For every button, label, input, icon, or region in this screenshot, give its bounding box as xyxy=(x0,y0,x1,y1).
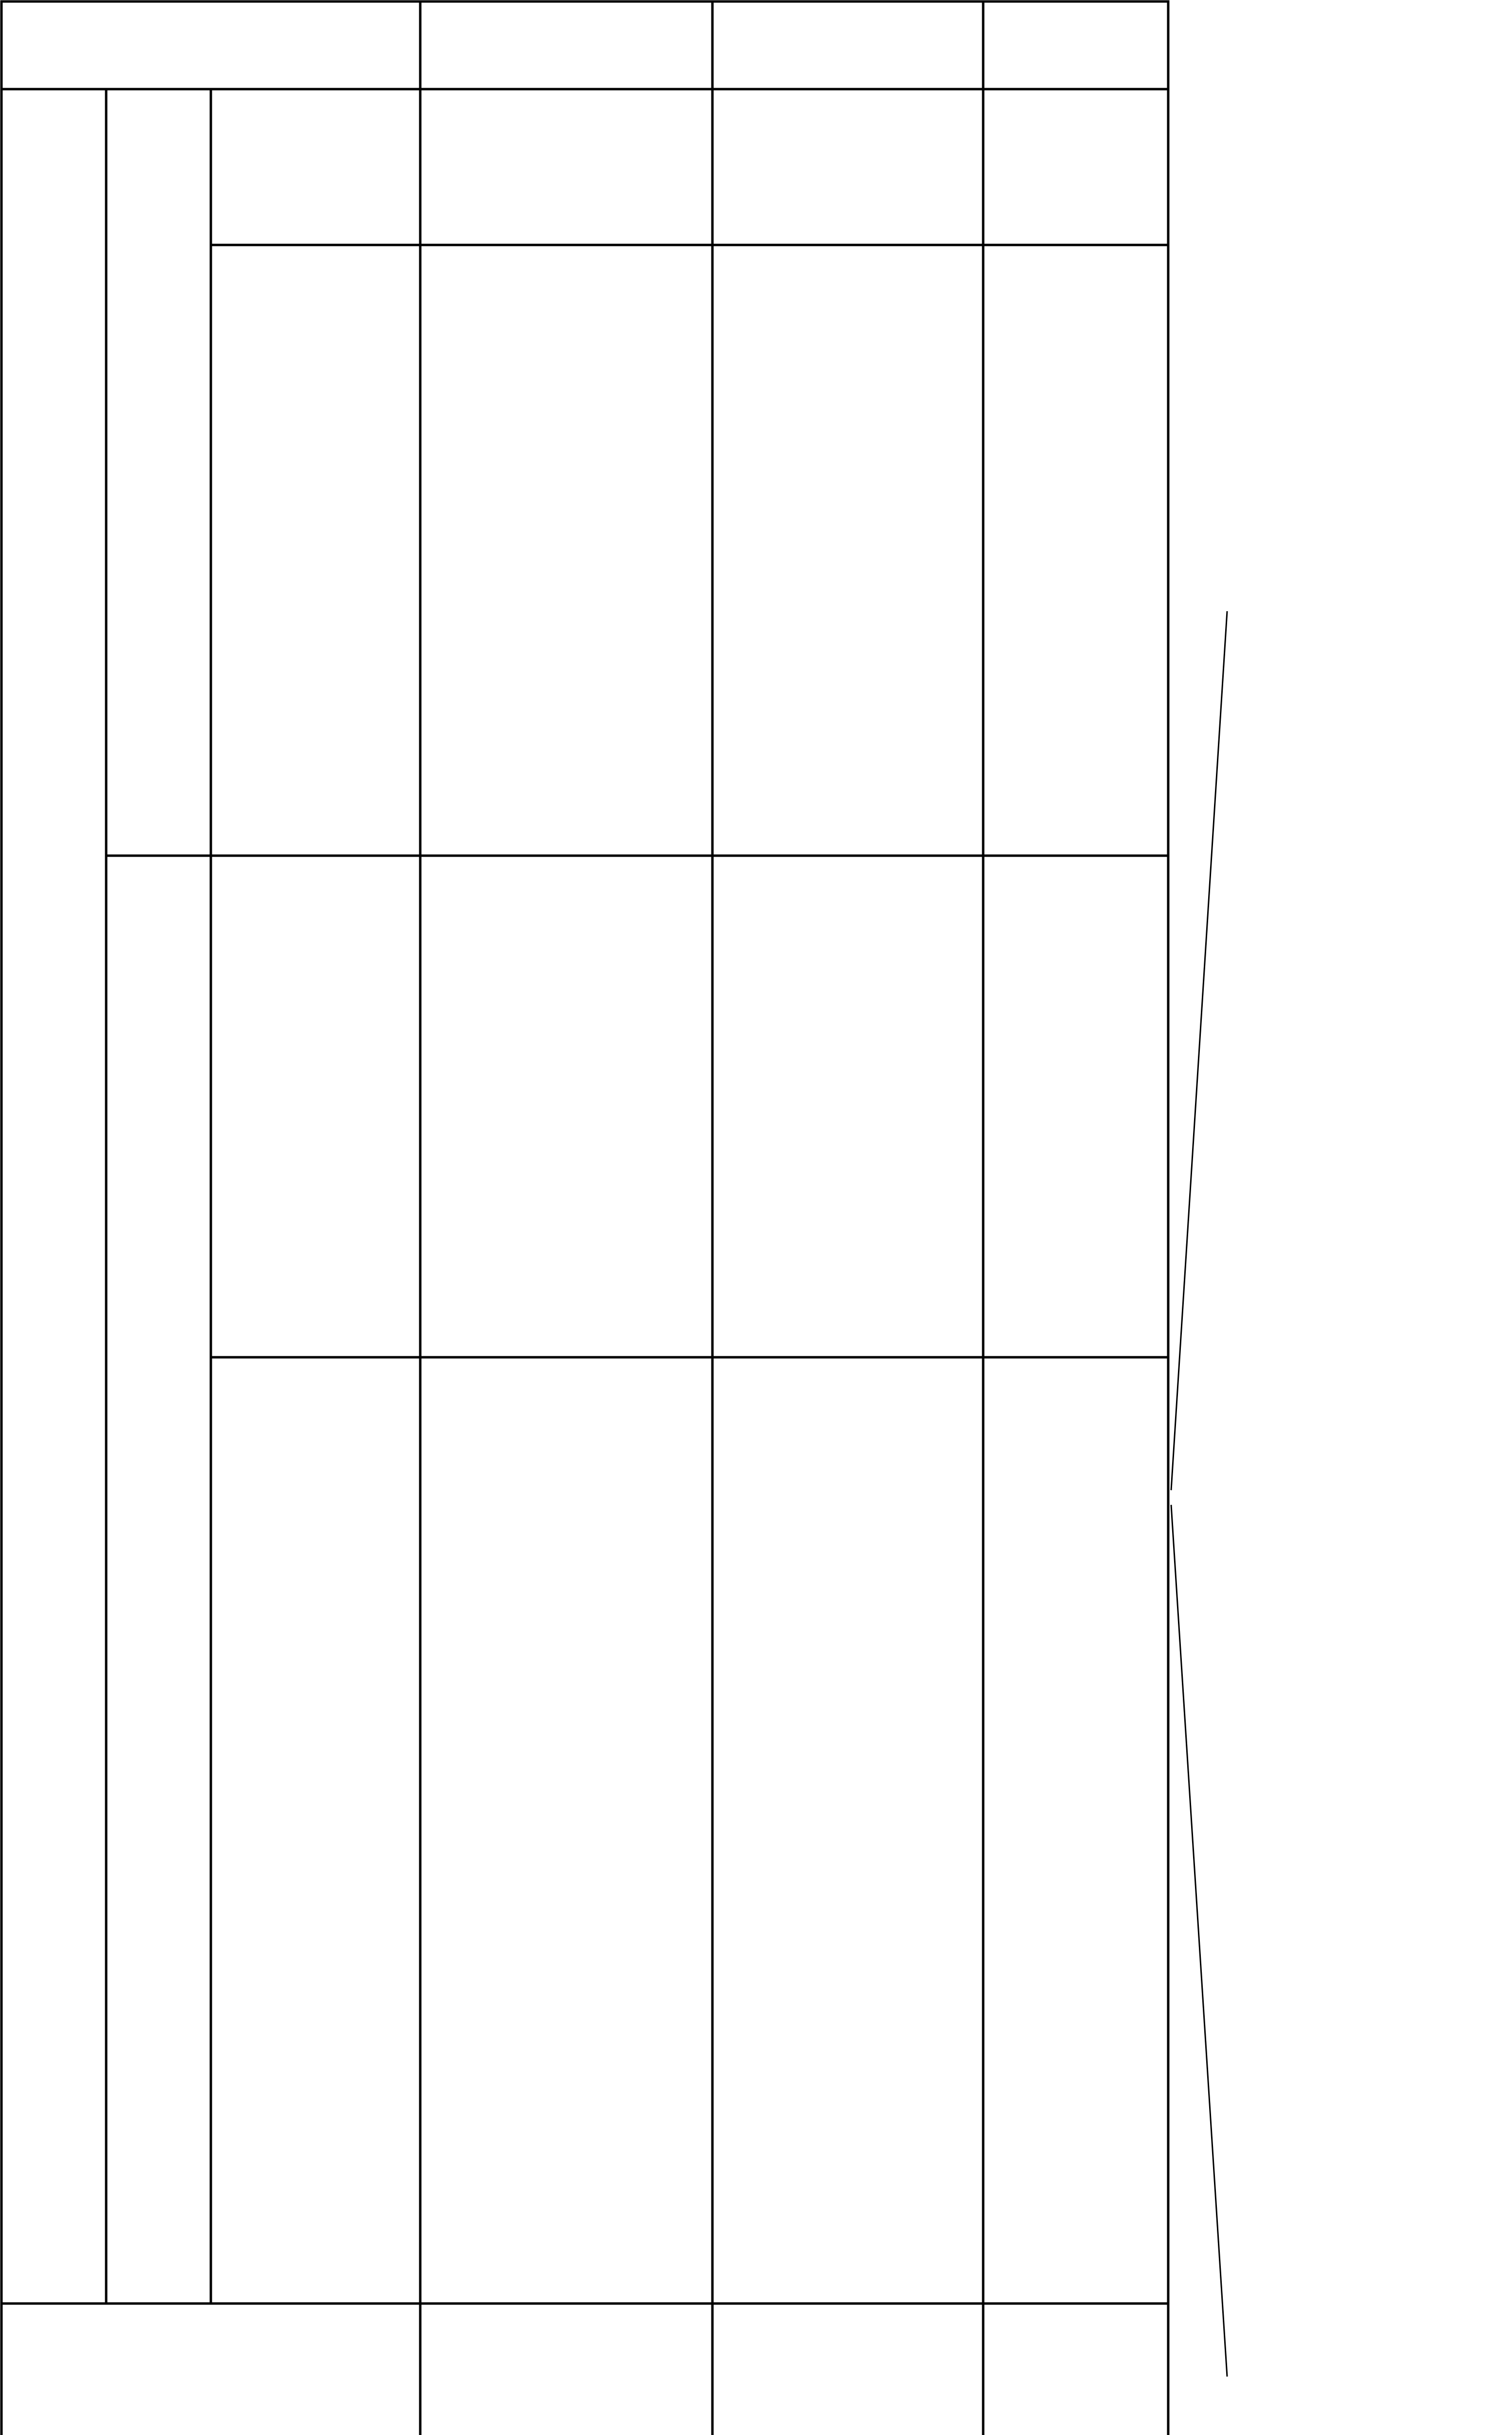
seam-detail xyxy=(1171,611,1227,2377)
detail-connector-top xyxy=(1171,611,1227,1490)
table-border xyxy=(1,1,1168,2435)
detail-connector-bottom xyxy=(1171,1505,1227,2377)
table-grid xyxy=(1,1,1168,2435)
